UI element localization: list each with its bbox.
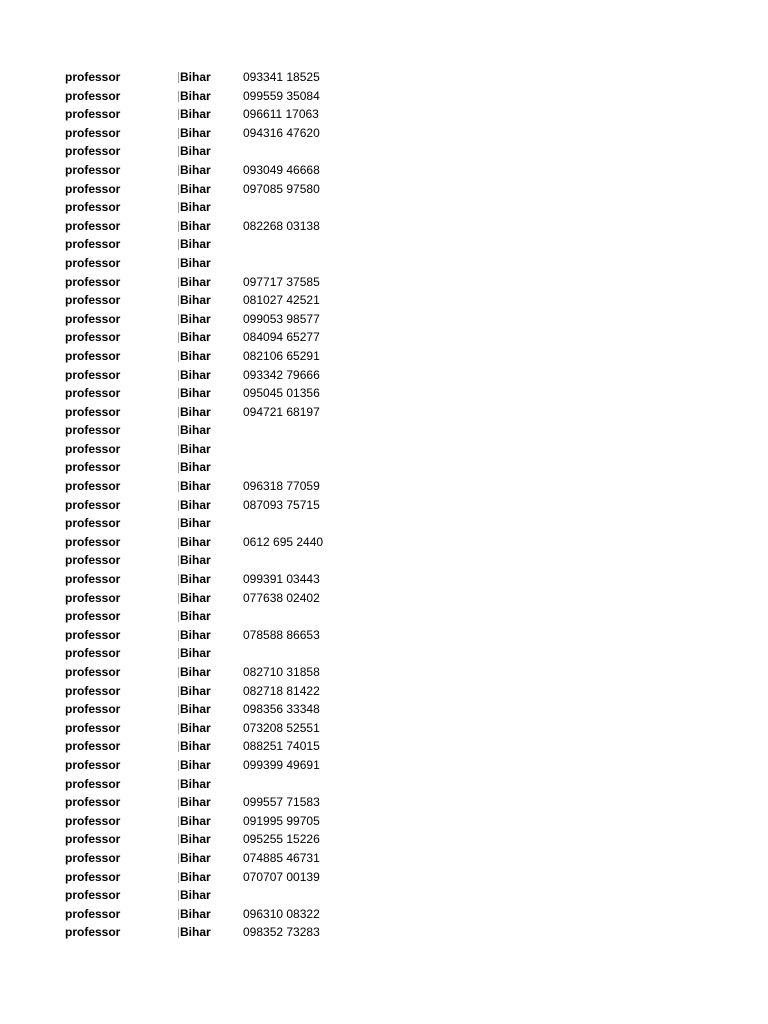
phone-cell: 093049 46668: [243, 162, 320, 177]
table-row: [65, 644, 385, 663]
cell-divider: [178, 704, 179, 715]
state-cell: Bihar: [180, 144, 211, 159]
table-row: [65, 570, 385, 589]
state-cell: Bihar: [180, 162, 211, 177]
cell-divider: [178, 537, 179, 548]
cell-divider: [178, 853, 179, 864]
phone-cell: 096318 77059: [243, 479, 320, 494]
state-cell: Bihar: [180, 70, 211, 84]
title-cell: professor: [65, 404, 121, 419]
title-cell: professor: [65, 702, 121, 717]
title-cell: professor: [65, 441, 121, 456]
title-cell: professor: [65, 646, 121, 661]
state-cell: Bihar: [180, 553, 211, 568]
state-cell: Bihar: [180, 888, 211, 903]
cell-divider: [178, 927, 179, 938]
cell-divider: [178, 72, 179, 83]
cell-divider: [178, 109, 179, 120]
title-cell: professor: [65, 162, 121, 177]
title-cell: professor: [65, 144, 121, 159]
title-cell: professor: [65, 293, 121, 308]
title-cell: professor: [65, 107, 121, 122]
table-row: [65, 514, 385, 533]
phone-cell: 094316 47620: [243, 125, 320, 140]
state-cell: Bihar: [180, 255, 211, 270]
state-cell: Bihar: [180, 200, 211, 215]
title-cell: professor: [65, 795, 121, 810]
table-row: [65, 607, 385, 626]
title-cell: professor: [65, 479, 121, 494]
cell-divider: [178, 518, 179, 529]
title-cell: professor: [65, 776, 121, 791]
cell-divider: [178, 797, 179, 808]
phone-cell: 081027 42521: [243, 293, 320, 308]
table-row: [65, 886, 385, 905]
table-row: [65, 198, 385, 217]
state-cell: Bihar: [180, 330, 211, 345]
phone-cell: 082718 81422: [243, 683, 320, 698]
state-cell: Bihar: [180, 237, 211, 252]
table-row: [65, 384, 385, 403]
state-cell: Bihar: [180, 441, 211, 456]
table-row: [65, 849, 385, 868]
cell-divider: [178, 723, 179, 734]
cell-divider: [178, 425, 179, 436]
cell-divider: [178, 481, 179, 492]
cell-divider: [178, 500, 179, 511]
title-cell: professor: [65, 590, 121, 605]
phone-cell: 087093 75715: [243, 497, 320, 512]
state-cell: Bihar: [180, 497, 211, 512]
title-cell: professor: [65, 906, 121, 921]
table-row: [65, 719, 385, 738]
phone-cell: 0612 695 2440: [243, 534, 324, 549]
title-cell: professor: [65, 311, 121, 326]
title-cell: professor: [65, 739, 121, 754]
phone-cell: 073208 52551: [243, 720, 320, 735]
table-row: [65, 551, 385, 570]
state-cell: Bihar: [180, 404, 211, 419]
title-cell: professor: [65, 181, 121, 196]
title-cell: professor: [65, 925, 121, 940]
phone-cell: 093341 18525: [243, 70, 320, 84]
table-row: [65, 923, 385, 942]
title-cell: professor: [65, 88, 121, 103]
cell-divider: [178, 816, 179, 827]
cell-divider: [178, 555, 179, 566]
state-cell: Bihar: [180, 516, 211, 531]
table-row: [65, 142, 385, 161]
state-cell: Bihar: [180, 311, 211, 326]
state-cell: Bihar: [180, 181, 211, 196]
title-cell: professor: [65, 367, 121, 382]
title-cell: professor: [65, 813, 121, 828]
state-cell: Bihar: [180, 646, 211, 661]
table-row: [65, 756, 385, 775]
title-cell: professor: [65, 386, 121, 401]
cell-divider: [178, 277, 179, 288]
title-cell: professor: [65, 683, 121, 698]
title-cell: professor: [65, 720, 121, 735]
phone-cell: 088251 74015: [243, 739, 320, 754]
title-cell: professor: [65, 460, 121, 475]
title-cell: professor: [65, 218, 121, 233]
table-row: [65, 254, 385, 273]
table-row: [65, 682, 385, 701]
title-cell: professor: [65, 850, 121, 865]
cell-divider: [178, 128, 179, 139]
state-cell: Bihar: [180, 683, 211, 698]
table-row: [65, 458, 385, 477]
title-cell: professor: [65, 255, 121, 270]
state-cell: Bihar: [180, 739, 211, 754]
phone-cell: 097717 37585: [243, 274, 320, 289]
cell-divider: [178, 314, 179, 325]
cell-divider: [178, 407, 179, 418]
title-cell: professor: [65, 757, 121, 772]
phone-cell: 082268 03138: [243, 218, 320, 233]
cell-divider: [178, 370, 179, 381]
cell-divider: [178, 648, 179, 659]
title-cell: professor: [65, 200, 121, 215]
phone-cell: 091995 99705: [243, 813, 320, 828]
table-row: [65, 589, 385, 608]
state-cell: Bihar: [180, 609, 211, 624]
title-cell: professor: [65, 423, 121, 438]
state-cell: Bihar: [180, 293, 211, 308]
table-row: [65, 868, 385, 887]
title-cell: professor: [65, 869, 121, 884]
state-cell: Bihar: [180, 348, 211, 363]
cell-divider: [178, 630, 179, 641]
table-row: [65, 217, 385, 236]
table-row: [65, 273, 385, 292]
table-row: [65, 663, 385, 682]
state-cell: Bihar: [180, 906, 211, 921]
phone-cell: 082710 31858: [243, 665, 320, 679]
phone-cell: 082106 65291: [243, 348, 320, 363]
state-cell: Bihar: [180, 720, 211, 735]
title-cell: professor: [65, 125, 121, 140]
table-row: [65, 905, 385, 924]
table-row: [65, 830, 385, 849]
cell-divider: [178, 872, 179, 883]
cell-divider: [178, 165, 179, 176]
title-cell: professor: [65, 516, 121, 531]
cell-divider: [178, 834, 179, 845]
table-row: [65, 87, 385, 106]
table-row: [65, 477, 385, 496]
table-row: [65, 68, 385, 87]
state-cell: Bihar: [180, 627, 211, 642]
cell-divider: [178, 91, 179, 102]
title-cell: professor: [65, 627, 121, 642]
title-cell: professor: [65, 888, 121, 903]
cell-divider: [178, 574, 179, 585]
cell-divider: [178, 611, 179, 622]
cell-divider: [178, 258, 179, 269]
table-row: [65, 291, 385, 310]
table-row: [65, 440, 385, 459]
state-cell: Bihar: [180, 572, 211, 587]
table-row: [65, 737, 385, 756]
state-cell: Bihar: [180, 479, 211, 494]
title-cell: professor: [65, 553, 121, 568]
phone-cell: 096310 08322: [243, 906, 320, 921]
state-cell: Bihar: [180, 218, 211, 233]
title-cell: professor: [65, 572, 121, 587]
state-cell: Bihar: [180, 386, 211, 401]
state-cell: Bihar: [180, 460, 211, 475]
table-row: [65, 421, 385, 440]
title-cell: professor: [65, 274, 121, 289]
phone-cell: 094721 68197: [243, 404, 320, 419]
cell-divider: [178, 351, 179, 362]
cell-divider: [178, 667, 179, 678]
table-row: [65, 626, 385, 645]
cell-divider: [178, 202, 179, 213]
state-cell: Bihar: [180, 590, 211, 605]
phone-cell: 070707 00139: [243, 869, 320, 884]
phone-cell: 078588 86653: [243, 627, 320, 642]
state-cell: Bihar: [180, 776, 211, 791]
phone-cell: 093342 79666: [243, 367, 320, 382]
state-cell: Bihar: [180, 88, 211, 103]
cell-divider: [178, 184, 179, 195]
title-cell: professor: [65, 70, 121, 84]
table-row: [65, 105, 385, 124]
phone-cell: 084094 65277: [243, 330, 320, 345]
cell-divider: [178, 760, 179, 771]
title-cell: professor: [65, 497, 121, 512]
table-row: [65, 496, 385, 515]
cell-divider: [178, 295, 179, 306]
table-row: [65, 366, 385, 385]
state-cell: Bihar: [180, 813, 211, 828]
phone-cell: 099557 71583: [243, 795, 320, 810]
table-row: [65, 161, 385, 180]
state-cell: Bihar: [180, 423, 211, 438]
cell-divider: [178, 146, 179, 157]
state-cell: Bihar: [180, 795, 211, 810]
table-row: [65, 310, 385, 329]
table-row: [65, 793, 385, 812]
table-row: [65, 180, 385, 199]
cell-divider: [178, 462, 179, 473]
cell-divider: [178, 388, 179, 399]
cell-divider: [178, 239, 179, 250]
state-cell: Bihar: [180, 534, 211, 549]
cell-divider: [178, 890, 179, 901]
phone-cell: 095045 01356: [243, 386, 320, 401]
table-row: [65, 700, 385, 719]
title-cell: professor: [65, 348, 121, 363]
phone-cell: 099399 49691: [243, 757, 320, 772]
state-cell: Bihar: [180, 665, 211, 679]
cell-divider: [178, 593, 179, 604]
title-cell: professor: [65, 609, 121, 624]
table-row: [65, 328, 385, 347]
cell-divider: [178, 909, 179, 920]
cell-divider: [178, 332, 179, 343]
state-cell: Bihar: [180, 832, 211, 847]
title-cell: professor: [65, 534, 121, 549]
table-row: [65, 347, 385, 366]
cell-divider: [178, 444, 179, 455]
table-row: [65, 775, 385, 794]
phone-cell: 099559 35084: [243, 88, 320, 103]
phone-cell: 098352 73283: [243, 925, 320, 940]
title-cell: professor: [65, 237, 121, 252]
state-cell: Bihar: [180, 125, 211, 140]
state-cell: Bihar: [180, 367, 211, 382]
contact-table: [65, 68, 385, 942]
state-cell: Bihar: [180, 925, 211, 940]
phone-cell: 099053 98577: [243, 311, 320, 326]
phone-cell: 098356 33348: [243, 702, 320, 717]
title-cell: professor: [65, 665, 121, 679]
state-cell: Bihar: [180, 107, 211, 122]
cell-divider: [178, 779, 179, 790]
cell-divider: [178, 221, 179, 232]
state-cell: Bihar: [180, 274, 211, 289]
phone-cell: 095255 15226: [243, 832, 320, 847]
phone-cell: 096611 17063: [243, 107, 319, 122]
cell-divider: [178, 686, 179, 697]
phone-cell: 099391 03443: [243, 572, 320, 587]
phone-cell: 077638 02402: [243, 590, 320, 605]
state-cell: Bihar: [180, 869, 211, 884]
title-cell: professor: [65, 832, 121, 847]
phone-cell: 074885 46731: [243, 850, 320, 865]
table-row: [65, 235, 385, 254]
title-cell: professor: [65, 330, 121, 345]
state-cell: Bihar: [180, 850, 211, 865]
table-row: [65, 812, 385, 831]
state-cell: Bihar: [180, 702, 211, 717]
phone-cell: 097085 97580: [243, 181, 320, 196]
table-row: [65, 533, 385, 552]
table-row: [65, 403, 385, 422]
state-cell: Bihar: [180, 757, 211, 772]
cell-divider: [178, 741, 179, 752]
table-row: [65, 124, 385, 143]
